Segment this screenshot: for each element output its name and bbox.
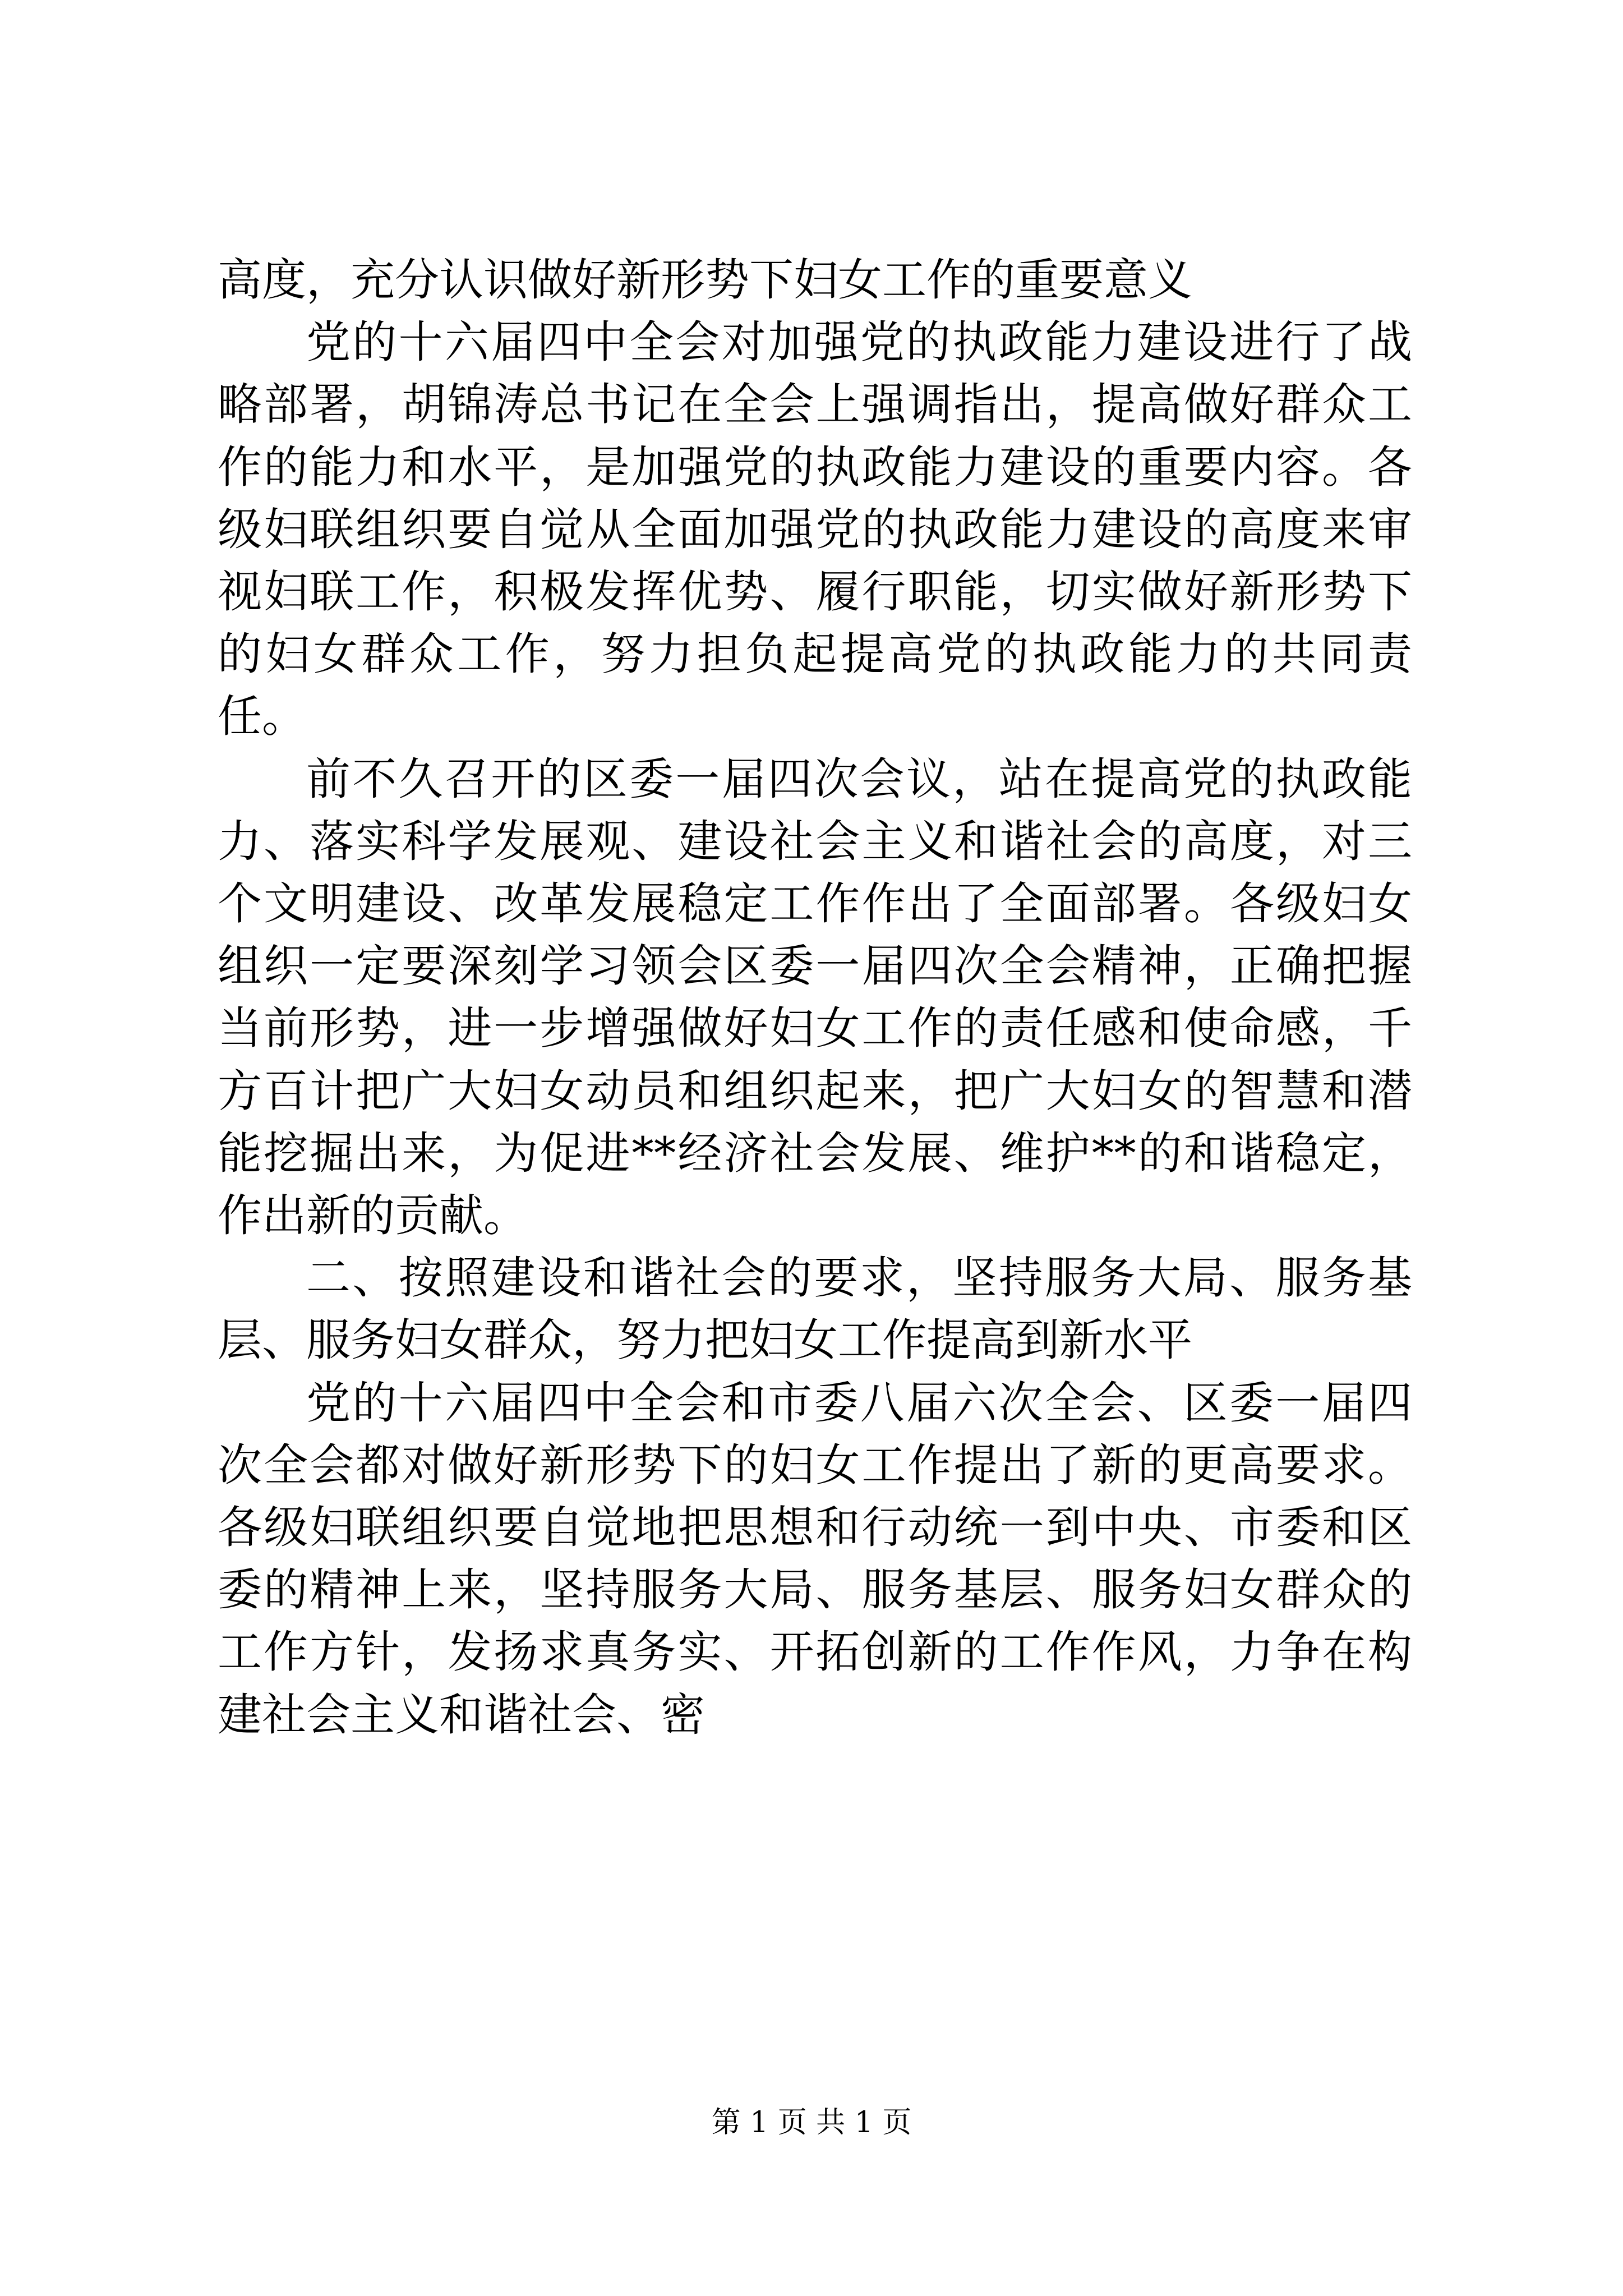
paragraph: 党的十六届四中全会对加强党的执政能力建设进行了战略部署，胡锦涛总书记在全会上强调指出，提高做好群众工作的能力和水平，是加强党的执政能力建设的重要内容。各级妇联组织要自觉从全面加强党的执政能力建设的高度来审视妇联工作，积极发挥优势、履行职能，切实做好新形势下的妇女群众工作，努力担负起提高党的执政能力的共同责任。 <box>218 316 1412 743</box>
page-footer: 第 1 页 共 1 页 <box>711 2106 912 2139</box>
paragraph: 党的十六届四中全会和市委八届六次全会、区委一届四次全会都对做好新形势下的妇女工作提出了新的更高要求。各级妇联组织要自觉地把思想和行动统一到中央、市委和区委的精神上来，坚持服务大局、服务基层、服务妇女群众的工作方针，发扬求真务实、开拓创新的工作作风，力争在构建社会主义和谐社会、密 <box>218 1377 1412 1741</box>
paragraph: 前不久召开的区委一届四次会议，站在提高党的执政能力、落实科学发展观、建设社会主义和谐社会的高度，对三个文明建设、改革发展稳定工作作出了全面部署。各级妇女组织一定要深刻学习领会区委一届四次全会精神，正确把握当前形势，进一步增强做好妇女工作的责任感和使命感，千方百计把广大妇女动员和组织起来，把广大妇女的智慧和潜能挖掘出来，为促进**经济社会发展、维护**的和谐稳定，作出新的贡献。 <box>218 753 1412 1242</box>
document-body <box>218 249 1412 1746</box>
section-heading-paragraph: 二、按照建设和谐社会的要求，坚持服务大局、服务基层、服务妇女群众，努力把妇女工作提高到新水平 <box>218 1252 1412 1366</box>
paragraph-continuation: 高度，充分认识做好新形势下妇女工作的重要意义 <box>218 254 1192 306</box>
